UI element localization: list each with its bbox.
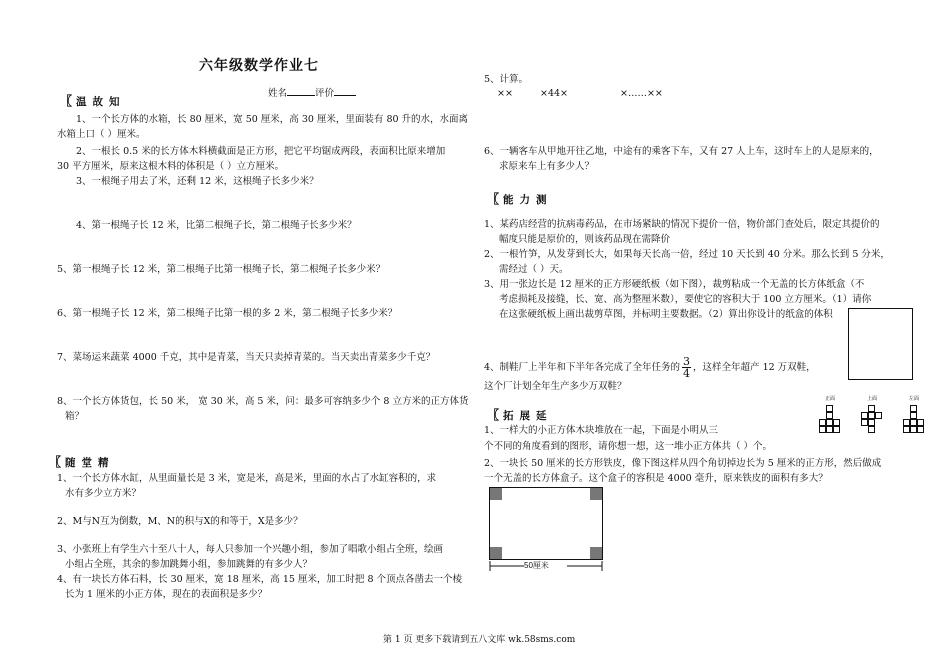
section-bracket: 〖 xyxy=(487,192,500,206)
review-q8-line1: 8、一个长方体货包，长 50 米， 宽 30 米，高 5 米，问：最多可容纳多少个 8 立方米的正方体货 xyxy=(57,396,469,407)
name-field xyxy=(268,86,356,100)
class-q4-line2: 长为 1 厘米的小正方体，现在的表面积是多少？ xyxy=(65,589,268,600)
view-cell xyxy=(868,419,875,426)
review-q6: 6、第一根绳子长 12 米，第二根绳子比第一根的多 2 米，第二根绳子长多少米？ xyxy=(57,308,398,319)
view-cell xyxy=(826,412,833,419)
class-q3-line1: 3、小张班上有学生六十至八十人，每人只参加一个兴趣小组，参加了唱歌小组占全班，绘画 xyxy=(57,544,444,555)
page-title: 六年级数学作业七 xyxy=(199,58,319,74)
view-label: 正面 xyxy=(824,396,835,402)
q6-line2: 求原来车上有多少人？ xyxy=(499,161,595,172)
fraction-three-quarters xyxy=(682,356,691,379)
section-bracket: 〖 xyxy=(487,408,500,422)
eval-label: 评价 xyxy=(315,88,335,99)
expand-q2-line1: 2、一块长 50 厘米的长方形铁皮，像下图这样从四个角切掉边长为 5 厘米的正方形，然后做成 xyxy=(484,458,882,469)
view-label: 上面 xyxy=(866,396,877,402)
ability-q3-line1: 3、用一张边长是 12 厘米的正方形硬纸板（如下图），裁剪粘成一个无盖的长方体纸盒（不 xyxy=(484,279,865,290)
cut-corner-square xyxy=(490,488,502,500)
view-cell xyxy=(833,419,840,426)
cut-corner-square xyxy=(590,547,602,559)
review-q7: 7、菜场运来蔬菜 4000 千克，其中是青菜，当天只卖掉青菜的。当天卖出青菜多少千克？ xyxy=(57,352,436,363)
fraction-numerator: 3 xyxy=(683,355,691,368)
name-label: 姓名 xyxy=(268,88,288,99)
view-cell xyxy=(861,412,868,419)
review-q2-line1: 2、一根长 0.5 米的长方体木料横截面是正方形，把它平均锯成两段，表面积比原来增加 xyxy=(76,146,446,157)
view-cell xyxy=(819,419,826,426)
expand-q2-line2: 一个无盖的长方体盒子。这个盒子的容积是 4000 毫升，原来铁皮的面积有多大？ xyxy=(484,473,828,484)
q6-line1: 6、一辆客车从甲地开往乙地，中途有的乘客下车，又有 27 人上车，这时车上的人是原来的， xyxy=(484,146,879,157)
iron-sheet-rectangle xyxy=(489,487,603,560)
review-q8-line2: 箱？ xyxy=(65,411,85,422)
section-label: 能力测 xyxy=(503,194,553,206)
review-q3: 3、一根绳子用去了米，还剩 12 米，这根绳子长多少米？ xyxy=(76,176,319,187)
calc-heading: 5、计算。 xyxy=(484,74,529,85)
view-cell xyxy=(910,426,917,433)
left-view-diagram xyxy=(902,396,926,436)
q4-pre: 4、制鞋厂上半年和下半年各完成了全年任务的 xyxy=(484,362,681,373)
name-blank xyxy=(287,86,315,96)
view-cell xyxy=(868,405,875,412)
view-cell xyxy=(910,412,917,419)
view-cell xyxy=(910,419,917,426)
section-expand-heading xyxy=(487,409,553,423)
class-q1-line1: 1、一个长方体水缸，从里面量长是 3 米，宽是米，高是米，里面的水占了水缸容积的，求 xyxy=(57,473,437,484)
cut-corner-square xyxy=(590,488,602,500)
top-view-diagram xyxy=(860,396,884,436)
view-cell xyxy=(910,405,917,412)
class-q2: 2、M与N互为倒数，M、N的积与X的和等于，X是多少？ xyxy=(57,516,303,527)
view-cell xyxy=(868,426,875,433)
dimension-label: 50厘米 xyxy=(524,561,549,570)
view-cell xyxy=(826,419,833,426)
ability-q3-line3: 在这张硬纸板上画出裁剪草图，并标明主要数据。（2）算出你设计的纸盒的体积 xyxy=(499,309,833,320)
calc-expr-3: ×……×× xyxy=(620,88,663,99)
ability-q4-line1 xyxy=(484,356,816,379)
view-cell xyxy=(833,426,840,433)
calc-expr-2: ×44× xyxy=(540,88,569,99)
ability-q1-line1: 1、某药店经营的抗病毒药品，在市场紧缺的情况下提价一倍，物价部门查处后，限定其提价的 xyxy=(484,219,880,230)
view-cell xyxy=(903,426,910,433)
view-label: 左面 xyxy=(908,396,919,402)
view-cell xyxy=(826,405,833,412)
view-cell xyxy=(875,412,882,419)
view-cell xyxy=(826,426,833,433)
section-label: 拓展延 xyxy=(503,410,553,422)
class-q1-line2: 水有多少立方米？ xyxy=(65,488,142,499)
section-class-heading xyxy=(49,456,115,470)
section-label: 随堂精 xyxy=(65,457,115,469)
ability-q3-line2: 考虑损耗及接缝，长、宽、高为整厘米数），要使它的容积大于 100 立方厘米。（1）请你 xyxy=(499,294,872,305)
review-q2-line2: 30 平方厘米，原来这根木料的体积是（ ）立方厘米。 xyxy=(57,161,285,172)
ability-q1-line2: 幅度只能是原价的，则该药品现在需降价 xyxy=(499,234,671,245)
cut-corner-square xyxy=(490,547,502,559)
section-bracket: 〖 xyxy=(60,94,73,108)
class-q3-line2: 小组占全班，其余的参加跳舞小组，参加跳舞的有多少人？ xyxy=(65,559,313,570)
view-cell xyxy=(903,419,910,426)
q4-post: ，这样全年超产 12 万双鞋， xyxy=(693,362,816,373)
review-q4: 4、第一根绳子长 12 米，比第二根绳子长，第二根绳子长多少米？ xyxy=(76,220,357,231)
class-q4-line1: 4、有一块长方体石料，长 30 厘米，宽 18 厘米，高 15 厘米，加工时把 8 个顶点各凿去一个棱 xyxy=(57,574,463,585)
review-q1-line2: 水箱上口（ ）厘米。 xyxy=(57,129,146,140)
view-cell xyxy=(917,419,924,426)
review-q5: 5、第一根绳子长 12 米，第二根绳子比第一根绳子长，第二根绳子长多少米？ xyxy=(57,264,386,275)
view-cell xyxy=(861,419,868,426)
expand-q1-line1: 1、一样大的小正方体木块堆放在一起，下面是小明从三 xyxy=(484,425,719,436)
calc-expr-1: ×× xyxy=(497,88,513,99)
view-cell xyxy=(819,426,826,433)
cardboard-square xyxy=(848,308,913,380)
section-review-heading xyxy=(60,95,126,109)
ability-q2-line2: 需经过（ ）天。 xyxy=(499,264,569,275)
ability-q4-line2: 这个厂计划全年生产多少万双鞋？ xyxy=(484,381,627,392)
section-label: 温故知 xyxy=(76,96,126,108)
front-view-diagram xyxy=(818,396,842,436)
section-ability-heading xyxy=(487,193,553,207)
page-footer: 第 1 页 更多下载请到五八文库 wk.58sms.com xyxy=(383,635,576,645)
fraction-denominator: 4 xyxy=(683,367,691,380)
section-bracket: 〖 xyxy=(49,455,62,469)
view-cell xyxy=(868,412,875,419)
review-q1-line1: 1、一个长方体的水箱，长 80 厘米，宽 50 厘米，高 30 厘米，里面装有 80 升的水，水面离 xyxy=(76,114,469,125)
expand-q1-line2: 个不同的角度看到的图形，请你想一想，这一堆小正方体共（ ）个。 xyxy=(484,441,773,452)
eval-blank xyxy=(334,86,356,96)
view-cell xyxy=(917,426,924,433)
ability-q2-line1: 2、一根竹笋，从发芽到长大，如果每天长高一倍，经过 10 天长到 40 分米。那么长到 5 分米， xyxy=(484,249,890,260)
